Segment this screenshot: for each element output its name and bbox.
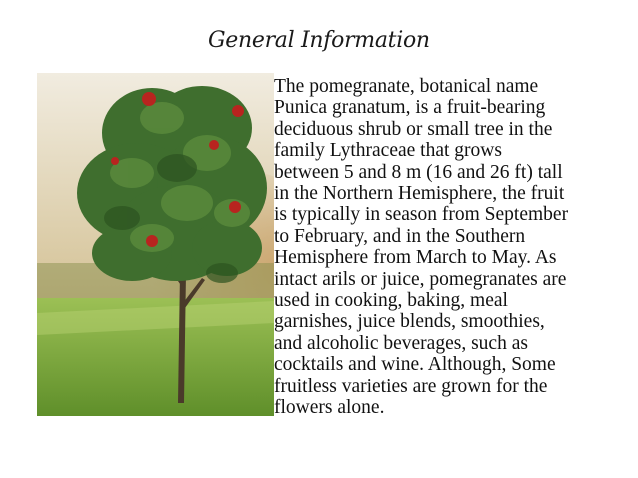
body-line: Hemisphere from March to May. As	[274, 247, 557, 269]
body-line: and alcoholic beverages, such as	[274, 332, 528, 354]
body-line: garnishes, juice blends, smoothies,	[274, 311, 545, 333]
body-line: intact arils or juice, pomegranates are	[274, 268, 567, 290]
body-line: family Lythraceae that grows	[274, 140, 502, 162]
body-line: flowers alone.	[274, 397, 385, 419]
body-line: between 5 and 8 m (16 and 26 ft) tall	[274, 161, 563, 183]
body-line: is typically in season from September	[274, 204, 569, 226]
slide-title: General Information	[208, 28, 430, 53]
body-line: to February, and in the Southern	[274, 225, 526, 247]
body-line: deciduous shrub or small tree in the	[274, 118, 553, 140]
body-line: in the Northern Hemisphere, the fruit	[274, 183, 565, 205]
body-line: cocktails and wine. Although, Some	[274, 354, 556, 376]
body-line: used in cooking, baking, meal	[274, 290, 508, 312]
body-text	[274, 76, 626, 419]
body-line: The pomegranate, botanical name	[274, 76, 539, 97]
pomegranate-tree-image	[37, 73, 274, 416]
body-line: fruitless varieties are grown for the	[274, 375, 548, 397]
body-line: Punica granatum, is a fruit-bearing	[274, 97, 546, 119]
